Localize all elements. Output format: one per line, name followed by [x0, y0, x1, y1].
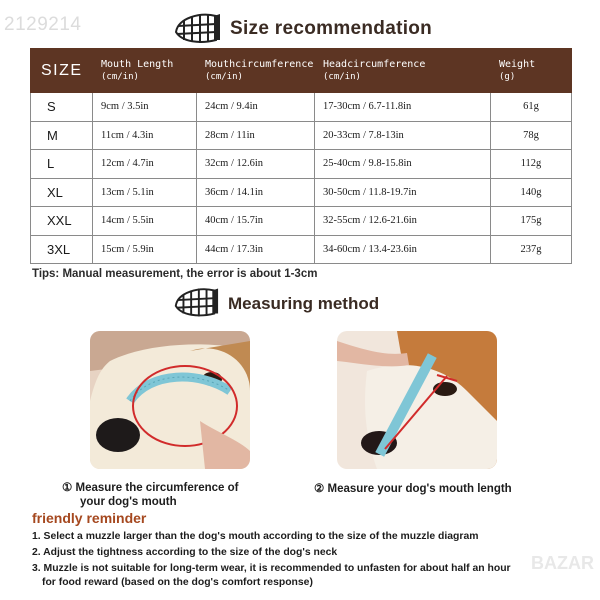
dog-length-image: [337, 331, 497, 469]
section-title-size: Size recommendation: [230, 18, 433, 39]
table-row: [31, 207, 572, 236]
cell-mouth-length: 13cm / 5.1in: [93, 178, 197, 207]
reminder-list: [32, 530, 572, 592]
cell-mouth-length: 14cm / 5.5in: [93, 207, 197, 236]
list-item: 1. Select a muzzle larger than the dog's mouth according to the size of the muzzle diagram: [32, 531, 479, 542]
photo-measure-length: [337, 331, 497, 469]
cell-weight: 78g: [491, 121, 572, 150]
cell-weight: 237g: [491, 235, 572, 264]
cell-mouth-circumference: 28cm / 11in: [197, 121, 315, 150]
table-row: [31, 121, 572, 150]
caption-step1: [62, 481, 302, 509]
caption-step2: ② Measure your dog's mouth length: [314, 483, 512, 495]
cell-size: XL: [31, 178, 93, 207]
size-table: [30, 48, 572, 264]
caption-step1-line2: your dog's mouth: [80, 496, 177, 508]
header-head-circumference: Headcircumference (cm/in): [315, 49, 491, 93]
tips-text: Tips: Manual measurement, the error is about 1-3cm: [32, 268, 318, 280]
cell-size: L: [31, 150, 93, 179]
cell-mouth-circumference: 40cm / 15.7in: [197, 207, 315, 236]
cell-mouth-length: 11cm / 4.3in: [93, 121, 197, 150]
table-row: [31, 93, 572, 122]
caption-step1-line1: ① Measure the circumference of: [62, 482, 239, 494]
dog-circumference-image: [90, 331, 250, 469]
cell-head-circumference: 25-40cm / 9.8-15.8in: [315, 150, 491, 179]
table-row: [31, 150, 572, 179]
cell-mouth-circumference: 24cm / 9.4in: [197, 93, 315, 122]
cell-mouth-circumference: 36cm / 14.1in: [197, 178, 315, 207]
cell-mouth-length: 12cm / 4.7in: [93, 150, 197, 179]
cell-head-circumference: 32-55cm / 12.6-21.6in: [315, 207, 491, 236]
size-section-header: [0, 6, 600, 46]
cell-weight: 140g: [491, 178, 572, 207]
cell-head-circumference: 20-33cm / 7.8-13in: [315, 121, 491, 150]
muzzle-icon: [170, 10, 222, 46]
cell-mouth-length: 9cm / 3.5in: [93, 93, 197, 122]
cell-size: XXL: [31, 207, 93, 236]
cell-head-circumference: 34-60cm / 13.4-23.6in: [315, 235, 491, 264]
cell-size: M: [31, 121, 93, 150]
header-size: SIZE: [31, 49, 93, 93]
cell-weight: 61g: [491, 93, 572, 122]
brand-watermark: BAZAR: [531, 553, 594, 573]
section-title-measuring: Measuring method: [228, 294, 380, 313]
cell-weight: 175g: [491, 207, 572, 236]
cell-mouth-length: 15cm / 5.9in: [93, 235, 197, 264]
reminder-title: friendly reminder: [32, 510, 147, 526]
header-mouth-length: Mouth Length (cm/in): [93, 49, 197, 93]
cell-weight: 112g: [491, 150, 572, 179]
cell-mouth-circumference: 32cm / 12.6in: [197, 150, 315, 179]
cell-head-circumference: 30-50cm / 11.8-19.7in: [315, 178, 491, 207]
cell-size: 3XL: [31, 235, 93, 264]
cell-head-circumference: 17-30cm / 6.7-11.8in: [315, 93, 491, 122]
table-row: [31, 178, 572, 207]
watermark-text: 2129214: [4, 14, 82, 35]
cell-size: S: [31, 93, 93, 122]
cell-mouth-circumference: 44cm / 17.3in: [197, 235, 315, 264]
header-weight: Weight (g): [491, 49, 572, 93]
list-item: 3. Muzzle is not suitable for long-term wear, it is recommended to unfasten for about half an hour for food reward (based on the dog's comfort response): [32, 563, 511, 588]
table-header-row: [31, 49, 572, 93]
photo-measure-circumference: [90, 331, 250, 469]
table-row: [31, 235, 572, 264]
header-mouth-circumference: Mouthcircumference (cm/in): [197, 49, 315, 93]
list-item: 2. Adjust the tightness according to the size of the dog's neck: [32, 547, 338, 558]
muzzle-icon: [170, 284, 220, 320]
